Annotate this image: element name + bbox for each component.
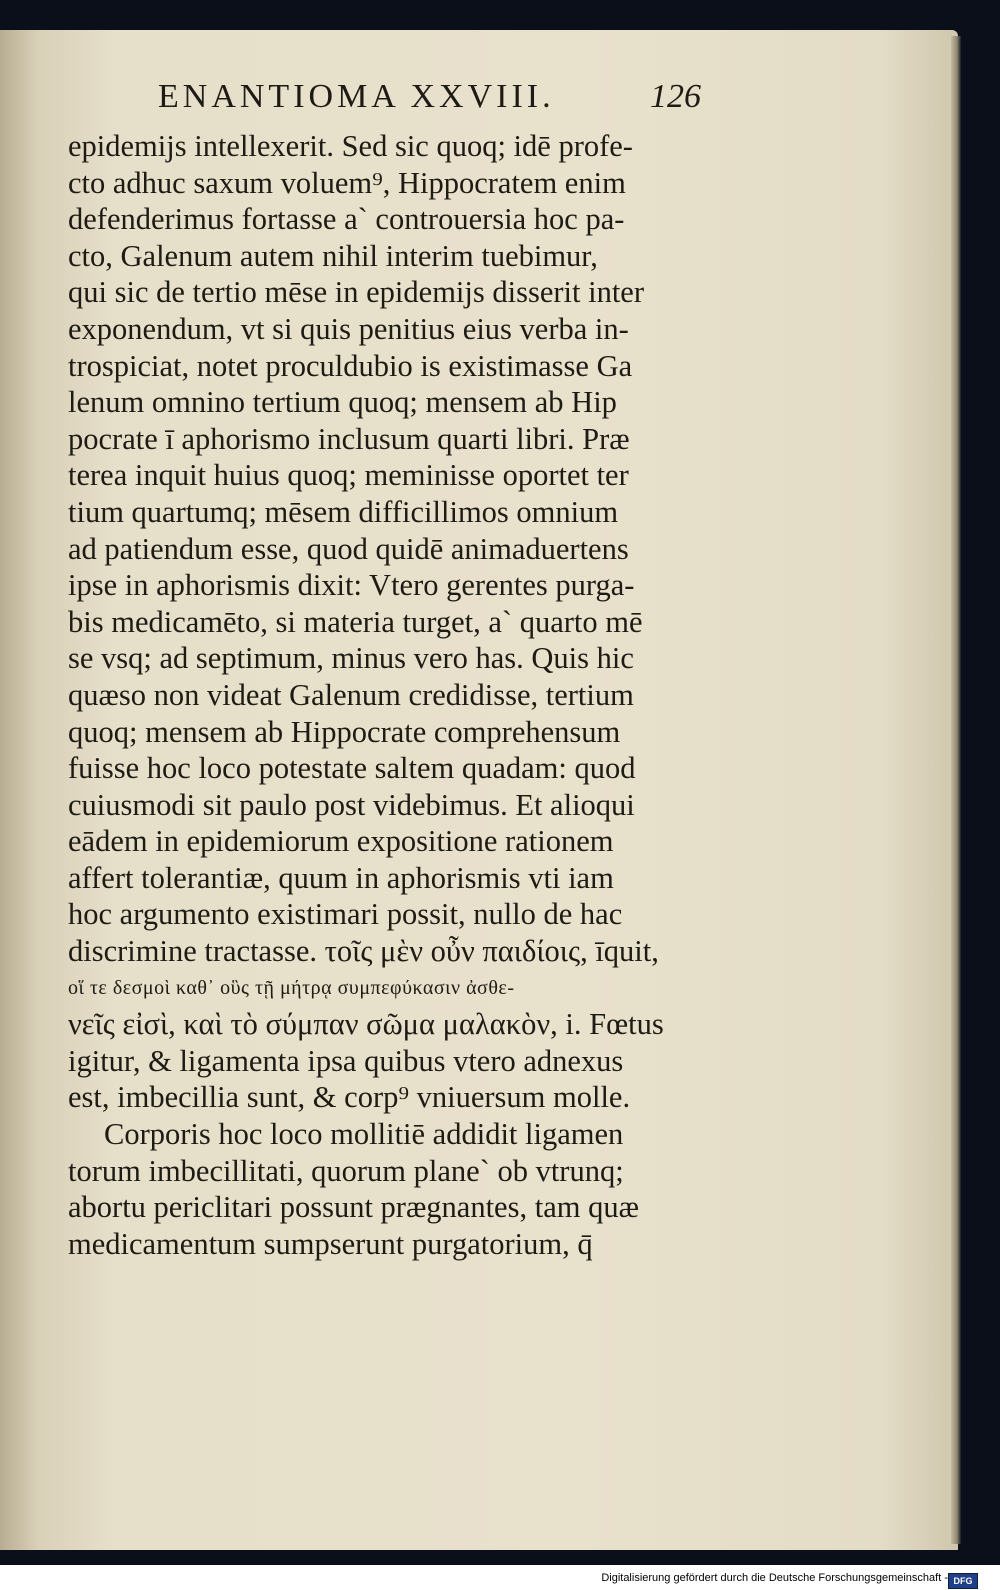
text-line: eādem in epidemiorum expositione rationem	[68, 824, 614, 859]
page-edge-shadow	[951, 36, 961, 1544]
text-line: tium quartumq; mēsem difficillimos omnium	[68, 494, 619, 529]
text-line: bis medicamēto, si materia turget, a` quarto mē	[68, 604, 643, 639]
text-line: se vsq; ad septimum, minus vero has. Quis hic	[68, 641, 634, 676]
text-line: hoc argumento existimari possit, nullo de hac	[68, 897, 623, 932]
text-line: fuisse hoc loco potestate saltem quadam: quod	[68, 751, 636, 786]
text-line: νεῖς εἰσὶ, καὶ τὸ σύμπαν σῶμα μαλακὸν, i. Fœtus	[68, 1007, 664, 1042]
running-head-title: ENANTIOMA XXVIII.	[158, 78, 555, 115]
text-line: affert tolerantiæ, quum in aphorismis vti iam	[68, 860, 614, 895]
text-line: defenderimus fortasse a` controuersia hoc pa-	[68, 202, 625, 237]
text-line: abortu periclitari possunt prægnantes, tam quæ	[68, 1190, 639, 1225]
text-line: cuiusmodi sit paulo post videbimus. Et alioqui	[68, 787, 635, 822]
text-line: torum imbecillitati, quorum plane` ob vtrunq;	[68, 1153, 624, 1188]
footer	[0, 1572, 1000, 1590]
text-line: trospiciat, notet proculdubio is existimasse Ga	[68, 348, 633, 383]
text-line: lenum omnino tertium quoq; mensem ab Hip	[68, 385, 617, 420]
text-line: epidemijs intellexerit. Sed sic quoq; idē profe-	[68, 129, 633, 163]
text-line: quæso non videat Galenum credidisse, tertium	[68, 677, 634, 712]
paragraph-start-line: Corporis hoc loco mollitiē addidit ligamen	[104, 1117, 624, 1152]
text-line: exponendum, vt si quis penitius eius verba in-	[68, 311, 629, 346]
dfg-logo: DFG	[948, 1573, 978, 1589]
text-line: cto, Galenum autem nihil interim tuebimur,	[68, 238, 598, 273]
running-head	[0, 78, 958, 118]
text-line: terea inquit huius quoq; meminisse oportet ter	[68, 458, 629, 493]
text-line: pocrate ī aphorismo inclusum quarti libri. Præ	[68, 421, 630, 456]
text-line: ipse in aphorismis dixit: Vtero gerentes purga-	[68, 568, 635, 603]
text-line: discrimine tractasse. τοῖς μὲν οὖν παιδίοις, īquit,	[68, 934, 659, 969]
text-line: medicamentum sumpserunt purgatorium, q̄	[68, 1226, 593, 1261]
page-number: 126	[650, 78, 701, 115]
text-line: est, imbecillia sunt, & corp⁹ vniuersum molle.	[68, 1080, 631, 1115]
body-text	[68, 128, 768, 1262]
greek-text-line: οἵ τε δεσμοὶ καθ᾽ οὓς τῇ μήτρᾳ συμπεφύκασιν ἀσθε-	[68, 976, 515, 999]
text-line: ad patiendum esse, quod quidē animaduertens	[68, 531, 629, 566]
dfg-credit: Digitalisierung gefördert durch die Deutsche Forschungsgemeinschaft -	[601, 1572, 948, 1584]
text-line: igitur, & ligamenta ipsa quibus vtero adnexus	[68, 1043, 624, 1078]
text-line: cto adhuc saxum voluem⁹, Hippocratem enim	[68, 165, 626, 200]
text-line: qui sic de tertio mēse in epidemijs disserit inter	[68, 275, 644, 310]
text-line: quoq; mensem ab Hippocrate comprehensum	[68, 714, 621, 749]
